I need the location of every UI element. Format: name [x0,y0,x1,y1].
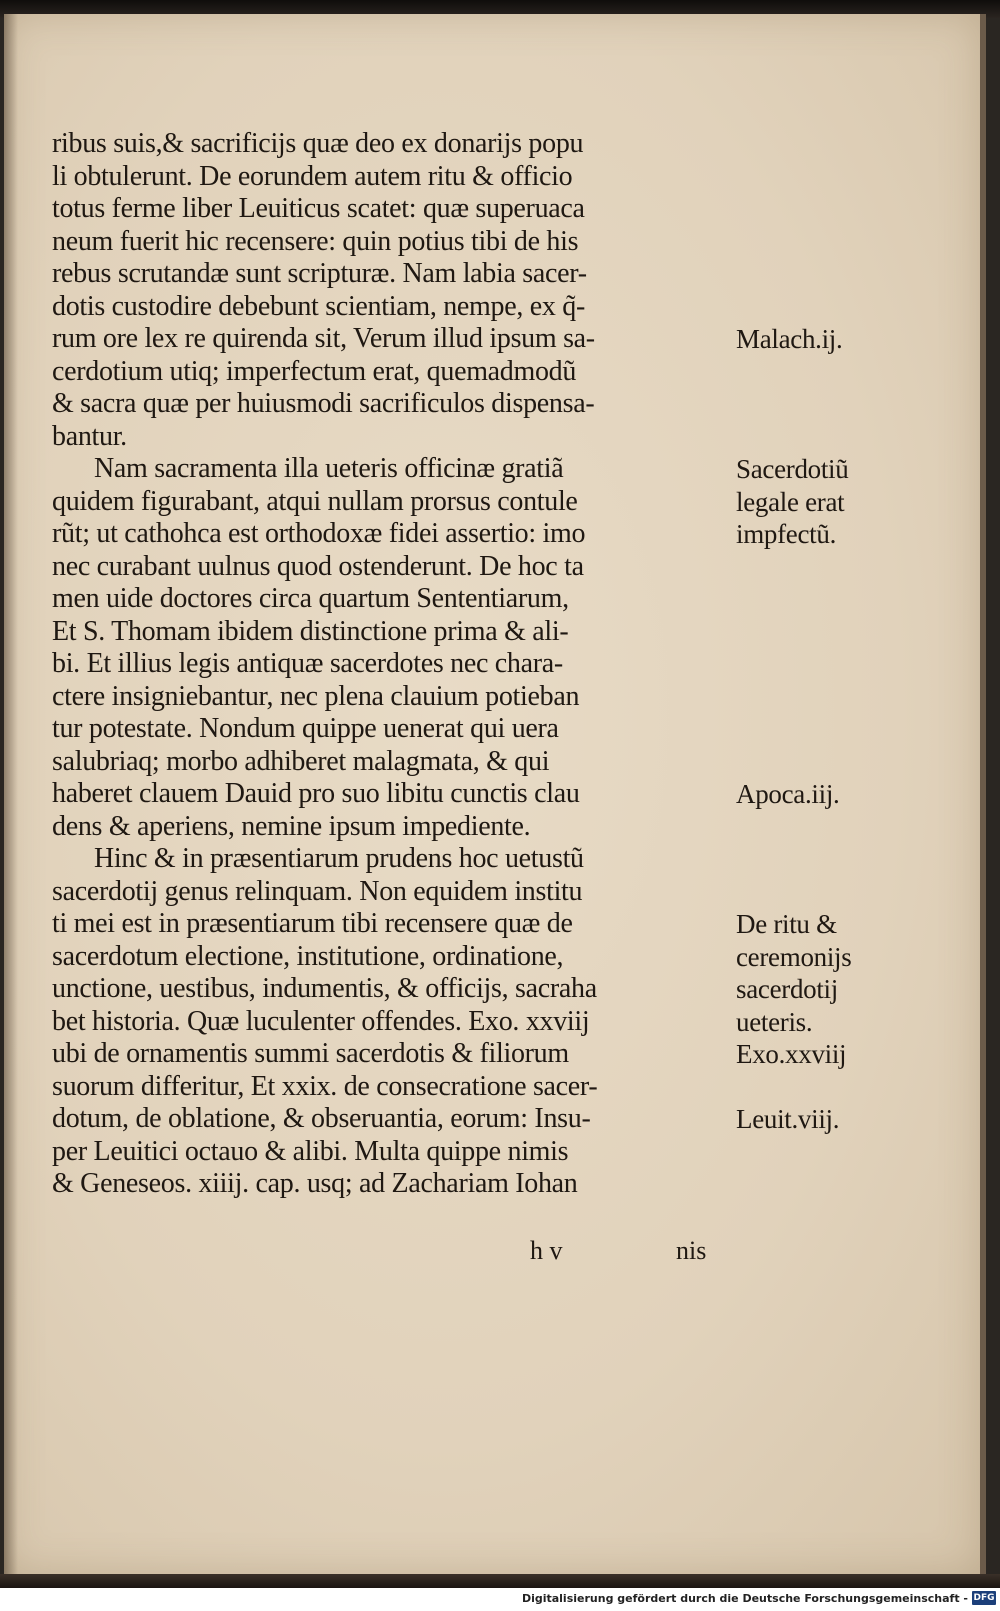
text-line: rebus scrutandæ sunt scripturæ. Nam labia sacer- [52,258,587,289]
text-line: bi. Et illius legis antiquæ sacerdotes nec chara- [52,648,563,679]
scan-bottom-edge [0,1574,1000,1588]
text-line: tur potestate. Nondum quippe uenerat qui uera [52,713,559,744]
margin-note: Apoca.iij. [736,779,840,809]
margin-note: legale erat [736,486,845,517]
text-line: neum fuerit hic recensere: quin potius tibi de his [52,225,579,257]
text-line: bantur. [52,420,127,452]
text-line: dotum, de oblatione, & obseruantia, eorum: Insu- [52,1103,591,1134]
text-line: ti mei est in præsentiarum tibi recensere quæ de [52,908,573,939]
text-line: rũt; ut cathohca est orthodoxæ fidei assertio: imo [52,518,586,549]
text-line: men uide doctores circa quartum Sententiarum, [52,583,569,614]
text-line: cerdotium utiq; imperfectum erat, quemadmodũ [52,355,577,387]
text-line: Nam sacramenta illa ueteris officinæ gratiã [94,453,564,484]
text-line: & sacra quæ per huiusmodi sacrificulos dispensa- [52,388,595,419]
margin-note: Leuit.viij. [736,1104,840,1134]
text-line: rum ore lex re quirenda sit, Verum illud ipsum sa- [52,323,595,354]
text-line: nec curabant uulnus quod ostenderunt. De hoc ta [52,550,584,582]
text-line: & Geneseos. xiiij. cap. usq; ad Zachariam Iohan [52,1168,578,1199]
text-line: Et S. Thomam ibidem distinctione prima & ali- [52,615,569,647]
text-line: quidem figurabant, atqui nullam prorsus contule [52,485,578,517]
dfg-logo: DFG [973,1593,995,1603]
signature-mark: h v [530,1236,563,1265]
catchword: nis [676,1236,707,1265]
text-line: suorum differitur, Et xxix. de consecratione sacer- [52,1070,598,1102]
margin-note: impfectũ. [736,519,837,549]
text-line: bet historia. Quæ luculenter offendes. Exo. xxviij [52,1005,590,1037]
page-gutter-shadow [4,14,18,1574]
margin-note: sacerdotij [736,974,838,1004]
text-line: totus ferme liber Leuiticus scatet: quæ superuaca [52,193,585,224]
text-line: per Leuitici octauo & alibi. Multa quippe nimis [52,1135,569,1167]
text-line: unctione, uestibus, indumentis, & officijs, sacraha [52,973,597,1004]
text-line: sacerdotij genus relinquam. Non equidem institu [52,875,583,907]
text-line: salubriaq; morbo adhiberet malagmata, & qui [52,745,550,777]
text-line: Hinc & in præsentiarum prudens hoc uetustũ [94,843,584,874]
margin-note: ceremonijs [736,941,852,972]
text-line: sacerdotum electione, institutione, ordinatione, [52,940,564,972]
margin-note: Sacerdotiũ [736,454,849,484]
main-text-column [52,128,732,1201]
margin-note: Malach.ij. [736,324,843,354]
text-line: haberet clauem Dauid pro suo libitu cunctis clau [52,778,580,809]
text-line: dotis custodire debebunt scientiam, nempe, ex q̃- [52,290,586,322]
margin-note: ueteris. [736,1006,813,1037]
margin-note: Exo.xxviij [736,1039,847,1069]
text-line: ribus suis,& sacrificijs quæ deo ex donarijs popu [52,128,584,159]
text-line: li obtulerunt. De eorundem autem ritu & officio [52,160,573,192]
text-line: ubi de ornamentis summi sacerdotis & filiorum [52,1038,569,1069]
text-line: dens & aperiens, nemine ipsum impediente. [52,810,531,842]
margin-note: De ritu & [736,909,837,939]
text-line: ctere insigniebantur, nec plena clauium potieban [52,680,580,712]
footer-credit: Digitalisierung gefördert durch die Deutsche Forschungsgemeinschaft - [521,1592,968,1605]
